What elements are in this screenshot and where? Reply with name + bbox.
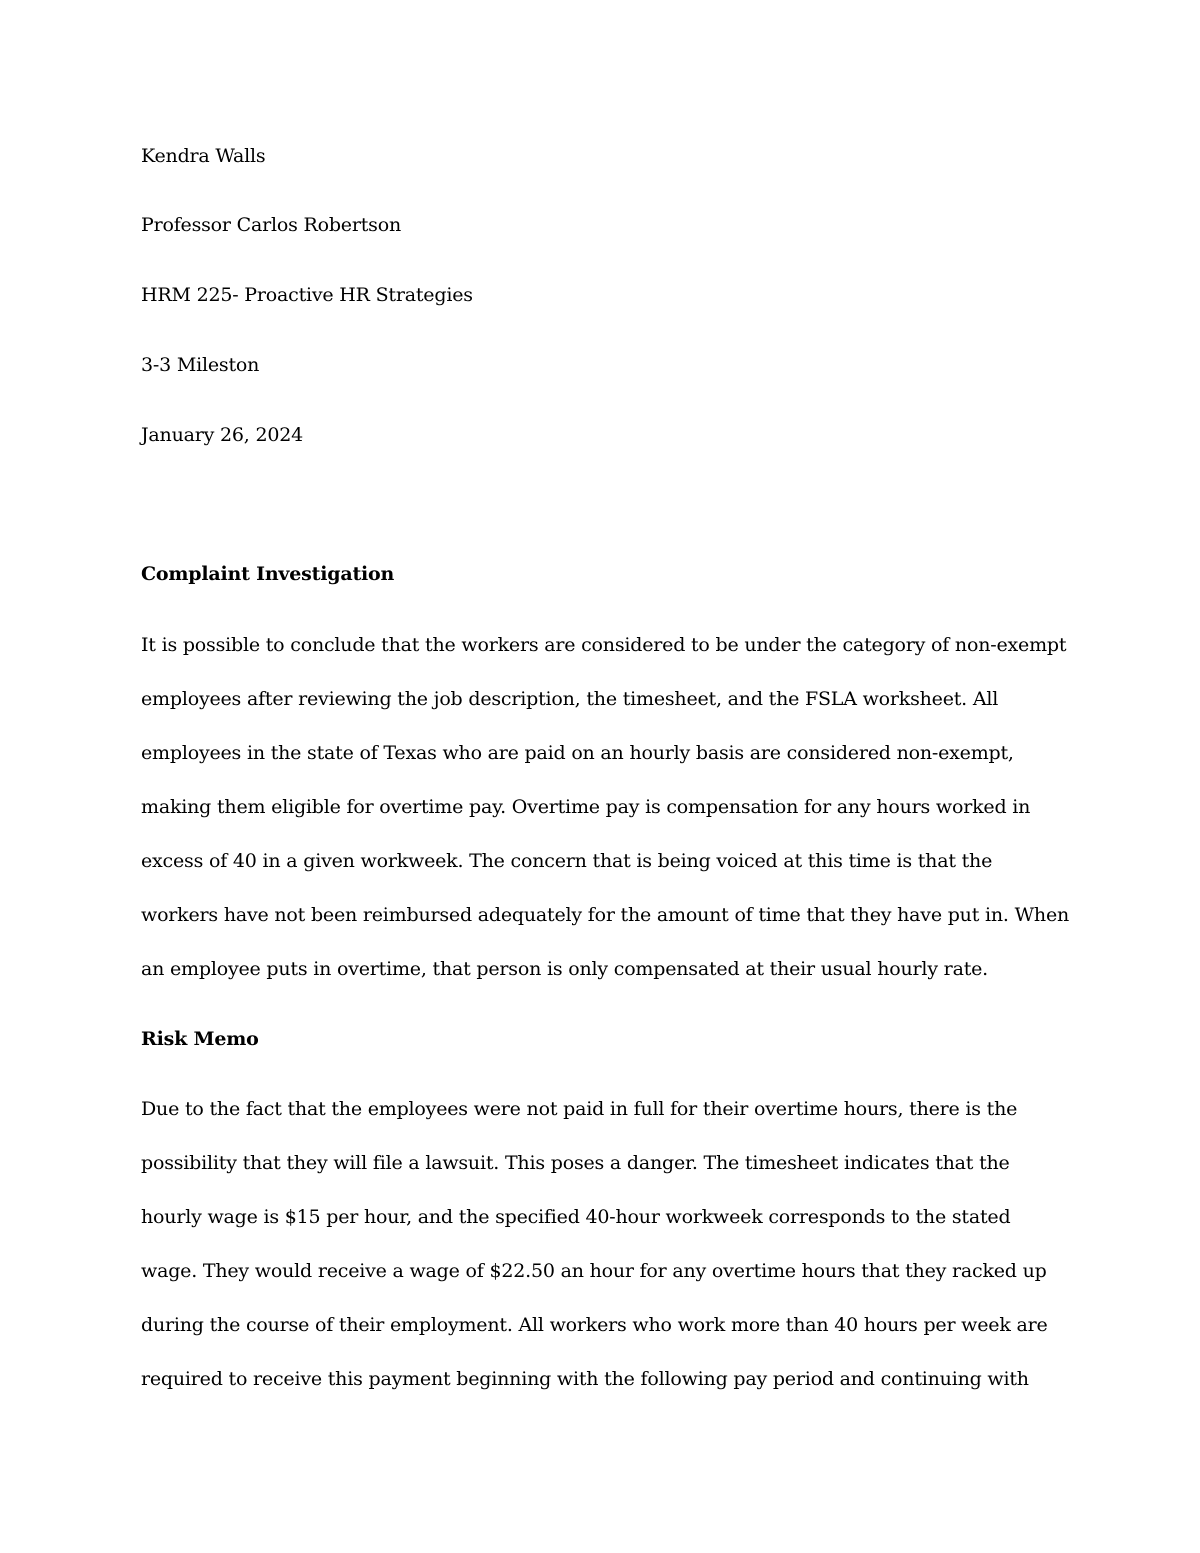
section-heading-complaint-investigation: Complaint Investigation [141, 563, 395, 585]
paragraph-line: employees after reviewing the job description, the timesheet, and the FSLA worksheet. All [141, 688, 999, 710]
professor-name: Professor Carlos Robertson [141, 214, 401, 236]
paragraph-line: Due to the fact that the employees were not paid in full for their overtime hours, there is the [141, 1098, 1018, 1120]
paragraph-line: wage. They would receive a wage of $22.50 an hour for any overtime hours that they racked up [141, 1260, 1047, 1282]
paragraph-line: workers have not been reimbursed adequately for the amount of time that they have put in. When [141, 904, 1070, 926]
document-date: January 26, 2024 [141, 424, 304, 446]
paragraph-line: possibility that they will file a lawsuit. This poses a danger. The timesheet indicates that the [141, 1152, 1010, 1174]
paragraph-line: hourly wage is $15 per hour, and the specified 40-hour workweek corresponds to the stated [141, 1206, 1011, 1228]
paragraph-line: excess of 40 in a given workweek. The concern that is being voiced at this time is that the [141, 850, 993, 872]
course-name: HRM 225- Proactive HR Strategies [141, 284, 473, 306]
paragraph-line: required to receive this payment beginning with the following pay period and continuing with [141, 1368, 1029, 1390]
paragraph-line: an employee puts in overtime, that person is only compensated at their usual hourly rate. [141, 958, 989, 980]
author-name: Kendra Walls [141, 145, 266, 167]
paragraph-line: making them eligible for overtime pay. Overtime pay is compensation for any hours worked in [141, 796, 1031, 818]
section-heading-risk-memo: Risk Memo [141, 1028, 259, 1050]
paragraph-line: during the course of their employment. All workers who work more than 40 hours per week are [141, 1314, 1048, 1336]
paragraph-line: employees in the state of Texas who are paid on an hourly basis are considered non-exempt, [141, 742, 1014, 764]
paragraph-line: It is possible to conclude that the workers are considered to be under the category of non-exempt [141, 634, 1067, 656]
assignment-name: 3-3 Mileston [141, 354, 260, 376]
